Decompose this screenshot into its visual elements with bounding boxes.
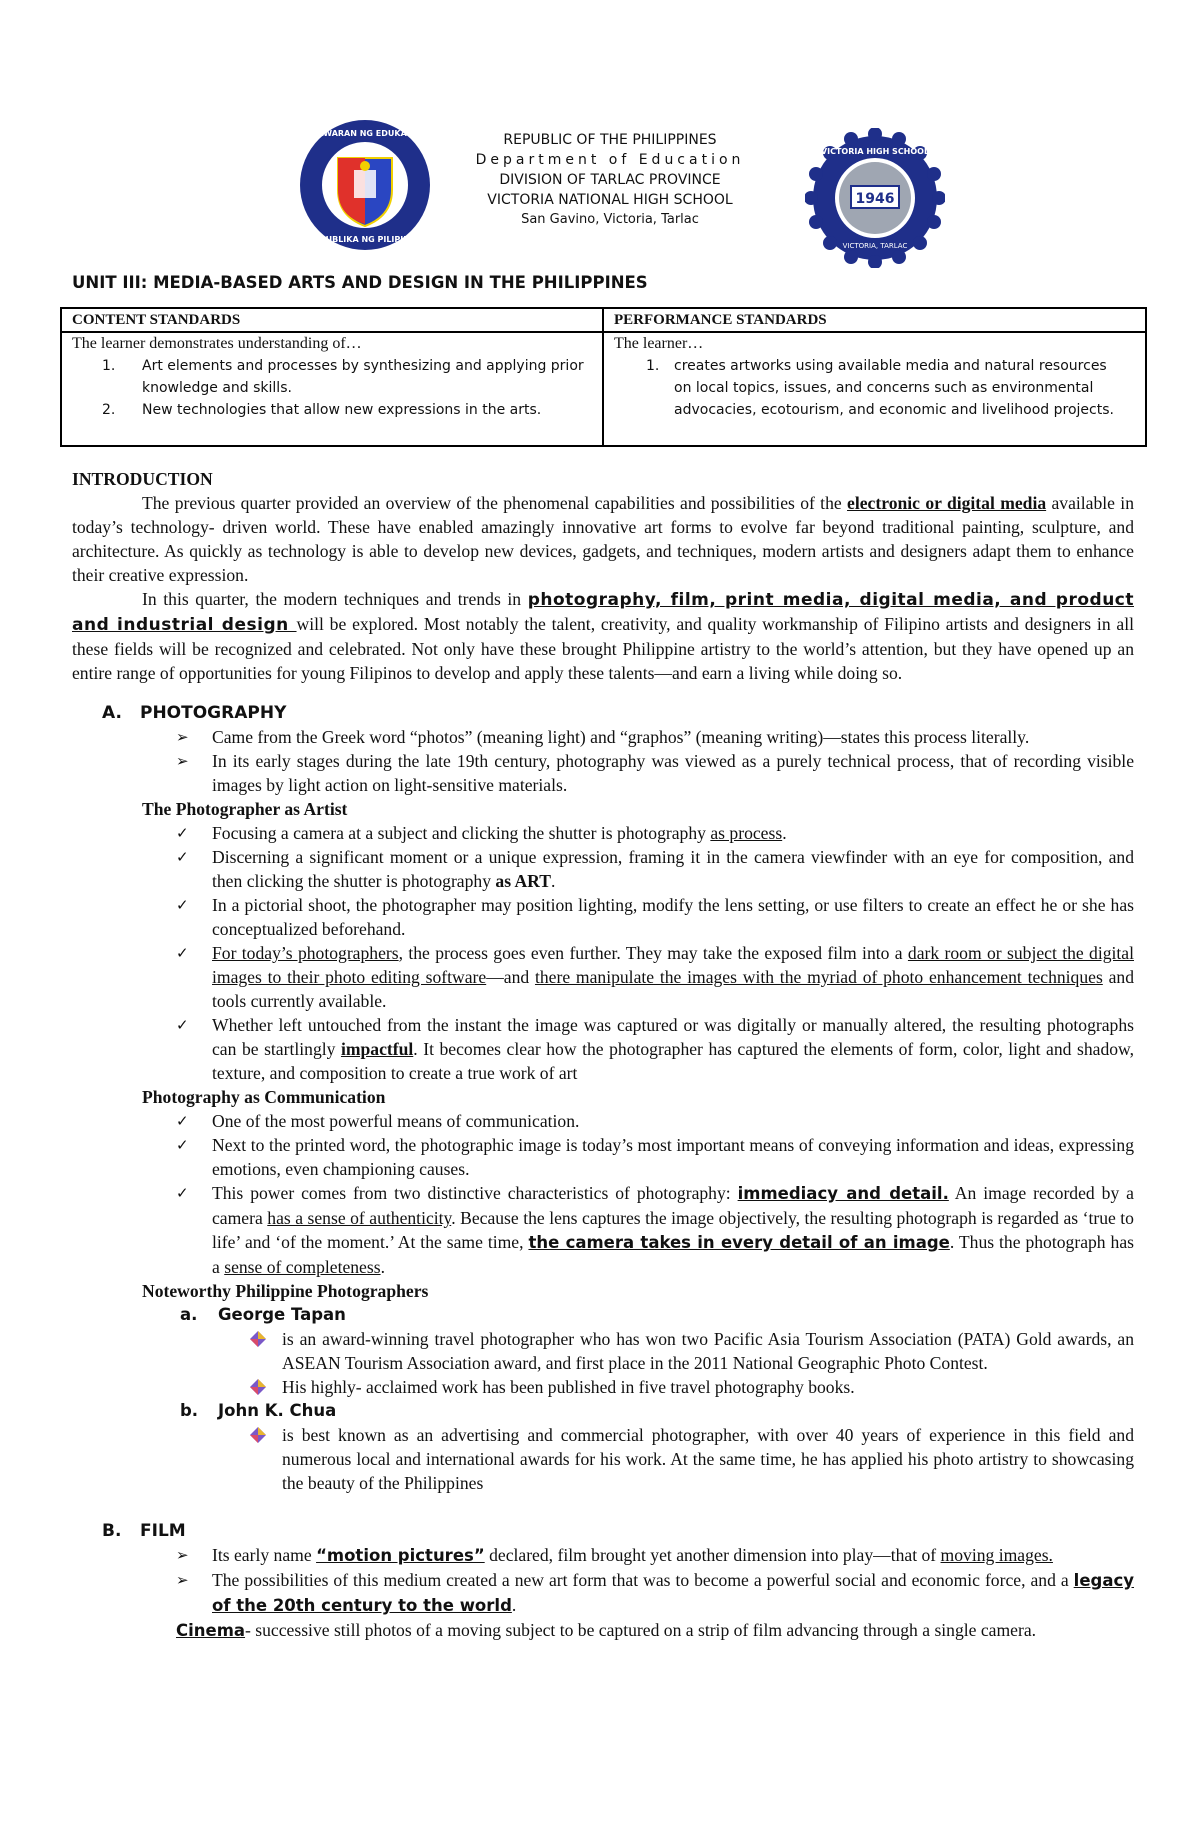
- standards-table: [60, 307, 1147, 447]
- header-school: VICTORIA NATIONAL HIGH SCHOOL: [487, 192, 733, 208]
- arrow-bullet-icon: ➢: [176, 728, 189, 746]
- list-item: [72, 893, 1134, 941]
- person-name: George Tapan: [218, 1305, 346, 1324]
- check-icon: ✓: [176, 848, 189, 866]
- text-run: . It becomes clear how the photographer has captured the elements of form, color, light and shadow, texture, and composition to create a true work of art: [212, 1039, 1134, 1083]
- content-standards-list: [62, 355, 602, 421]
- text-run: will be explored. Most notably the talent, creativity, and quality workmanship of Filipino artists and designers in all these fields will be recognized and celebrated. Not only have these brought Philippine artistry to the world’s attention, but they have opened up an entire range of opportunities for young Filipinos to develop and apply these talents—and earn a living while doing so.: [72, 614, 1134, 683]
- list-item: [72, 1423, 1134, 1495]
- check-icon: ✓: [176, 824, 189, 842]
- text-run: declared, film brought yet another dimension into play—that of: [484, 1545, 941, 1565]
- check-icon: ✓: [176, 896, 189, 914]
- emphasis-text: electronic or digital media: [847, 493, 1047, 513]
- check-icon: ✓: [176, 1016, 189, 1034]
- emphasis-text: immediacy and detail.: [737, 1184, 949, 1203]
- communication-list: [72, 1109, 1134, 1279]
- noteworthy-heading: Noteworthy Philippine Photographers: [142, 1281, 429, 1301]
- list-item: [72, 1013, 1134, 1085]
- document-body: [72, 467, 1134, 1643]
- artist-list: [72, 821, 1134, 1085]
- performance-standards-heading: PERFORMANCE STANDARDS: [604, 309, 1145, 333]
- underlined-text: there manipulate the images with the myriad of photo enhancement techniques: [534, 967, 1103, 987]
- text-run: .: [551, 871, 556, 891]
- list-item: [72, 941, 1134, 1013]
- list-item: [604, 355, 1145, 421]
- definition-text: - successive still photos of a moving subject to be captured on a strip of film advancing through a single camera.: [245, 1620, 1037, 1640]
- item-text: Came from the Greek word “photos” (meaning light) and “graphos” (meaning writing)—states this process literally.: [212, 727, 1030, 747]
- underlined-text: For today’s photographers: [212, 943, 399, 963]
- list-item: [72, 725, 1134, 749]
- section-film-heading: [72, 1519, 1134, 1543]
- arrow-bullet-icon: ➢: [176, 752, 189, 770]
- text-run: —and: [486, 967, 535, 987]
- underlined-text: sense of completeness: [224, 1257, 381, 1277]
- emphasis-text: the camera takes in every detail of an image: [528, 1233, 950, 1252]
- section-photography-heading: [72, 701, 1134, 725]
- film-bullets: [72, 1543, 1134, 1618]
- content-standards-column: [62, 309, 604, 445]
- arrow-bullet-icon: ➢: [176, 1571, 189, 1589]
- header-division: DIVISION OF TARLAC PROVINCE: [499, 172, 721, 188]
- intro-paragraph-1: [72, 491, 1134, 587]
- section-title: PHOTOGRAPHY: [140, 703, 287, 723]
- item-number: 1.: [102, 358, 116, 374]
- item-text: His highly- acclaimed work has been published in five travel photography books.: [282, 1377, 855, 1397]
- text-run: . Because the lens captures the image objectively, the resulting photograph is regarded as ‘true to life’ and ‘of the moment.’ At the same time,: [212, 1208, 1134, 1252]
- arrow-bullet-icon: ➢: [176, 1546, 189, 1564]
- list-item: [72, 1181, 1134, 1279]
- school-seal-icon: [805, 128, 945, 268]
- school-seal-year: 1946: [855, 191, 895, 207]
- text-run: and tools currently available.: [212, 967, 1134, 1011]
- person-details: [72, 1423, 1134, 1495]
- deped-seal-top-text: KAGAWARAN NG EDUKASYON: [298, 129, 432, 138]
- text-run: .: [380, 1257, 385, 1277]
- underlined-text: as process: [710, 823, 783, 843]
- list-item: [62, 399, 602, 421]
- performance-standards-lead: The learner…: [614, 335, 704, 352]
- person-letter: b.: [180, 1401, 199, 1420]
- performance-standards-column: [604, 309, 1145, 445]
- underlined-text: moving images.: [940, 1545, 1053, 1565]
- text-run: Discerning a significant moment or a unique expression, framing it in the camera viewfinder with an eye for composition, and then clicking the shutter is photography: [212, 847, 1134, 891]
- deped-seal-bottom-text: REPUBLIKA NG PILIPINAS: [308, 235, 422, 244]
- person-heading: [72, 1303, 1134, 1327]
- item-number: 1.: [646, 358, 660, 374]
- emphasis-text: “motion pictures”: [316, 1546, 485, 1565]
- text-run: .: [511, 1595, 517, 1615]
- text-run: This power comes from two distinctive characteristics of photography:: [212, 1183, 738, 1203]
- text-run: . Thus the photograph has a: [212, 1232, 1134, 1277]
- text-run: In this quarter, the modern techniques and trends in: [142, 589, 528, 609]
- emphasis-text: impactful: [340, 1039, 414, 1059]
- header-department: Department of Education: [475, 152, 745, 168]
- section-title: FILM: [140, 1521, 186, 1541]
- term-text: Cinema: [176, 1621, 246, 1640]
- section-letter: B.: [102, 1521, 122, 1541]
- text-run: Focusing a camera at a subject and clicking the shutter is photography: [212, 823, 711, 843]
- list-item: [72, 1568, 1134, 1618]
- school-header: [400, 130, 820, 230]
- text-run: The possibilities of this medium created a new art form that was to become a powerful social and economic force, and a: [212, 1570, 1074, 1590]
- text-run: Whether left untouched from the instant the image was captured or was digitally or manually altered, the resulting photographs can be startlingly: [212, 1015, 1134, 1059]
- item-text: is best known as an advertising and commercial photographer, with over 40 years of experience in this field and numerous local and international awards for his work. At the same time, he has applied his photo artistry to showcasing the beauty of the Philippines: [282, 1425, 1134, 1493]
- text-run: An image recorded by a camera: [212, 1183, 1134, 1228]
- diamond-bullet-icon: [250, 1427, 266, 1443]
- artist-heading: The Photographer as Artist: [142, 799, 348, 819]
- item-text: creates artworks using available media and natural resources on local topics, issues, and concerns such as environmental advocacies, ecotourism, and economic and livelihood projects.: [674, 358, 1114, 418]
- text-run: The previous quarter provided an overview of the phenomenal capabilities and possibilities of the: [142, 493, 848, 513]
- list-item: [72, 845, 1134, 893]
- underlined-text: dark room or subject the digital images to their photo editing software: [212, 943, 1134, 987]
- school-seal-ring-text: VICTORIA HIGH SCHOOL: [820, 147, 930, 156]
- list-item: [72, 1327, 1134, 1375]
- school-seal-bottom-text: VICTORIA, TARLAC: [842, 242, 908, 250]
- item-text: One of the most powerful means of communication.: [212, 1111, 580, 1131]
- person-details: [72, 1327, 1134, 1399]
- header-address: San Gavino, Victoria, Tarlac: [521, 212, 699, 227]
- person-heading: [72, 1399, 1134, 1423]
- person-name: John K. Chua: [218, 1401, 337, 1420]
- check-icon: ✓: [176, 944, 189, 962]
- list-item: [72, 1375, 1134, 1399]
- diamond-bullet-icon: [250, 1331, 266, 1347]
- text-run: .: [782, 823, 787, 843]
- section-letter: A.: [102, 703, 122, 723]
- diamond-bullet-icon: [250, 1379, 266, 1395]
- intro-paragraph-2: [72, 587, 1134, 685]
- list-item: [72, 1133, 1134, 1181]
- list-item: [72, 821, 1134, 845]
- item-text: In a pictorial shoot, the photographer may position lighting, modify the lens setting, or use filters to create an effect he or she has conceptualized beforehand.: [212, 895, 1134, 939]
- content-standards-heading: CONTENT STANDARDS: [62, 309, 602, 333]
- text-run: available in today’s technology- driven world. These have enabled amazingly innovative art forms to evolve far beyond traditional painting, sculpture, and architecture. As quickly as technology is able to develop new devices, gadgets, and techniques, modern artists and designers adapt them to enhance their creative expression.: [72, 493, 1134, 585]
- check-icon: ✓: [176, 1112, 189, 1130]
- cinema-definition: [72, 1618, 1134, 1643]
- photography-bullets: [72, 725, 1134, 797]
- communication-heading: Photography as Communication: [142, 1087, 386, 1107]
- text-run: Its early name: [212, 1545, 317, 1565]
- emphasis-text: photography, film, print media, digital media, and product and industrial design: [72, 590, 1134, 635]
- header-republic: REPUBLIC OF THE PHILIPPINES: [503, 132, 717, 148]
- item-text: is an award-winning travel photographer who has won two Pacific Asia Tourism Association (PATA) Gold awards, an ASEAN Tourism Association award, and first place in the 2011 National Geographic Photo Contest.: [282, 1329, 1134, 1373]
- item-text: Art elements and processes by synthesizing and applying prior knowledge and skills.: [142, 358, 584, 396]
- unit-title: UNIT III: MEDIA-BASED ARTS AND DESIGN IN THE PHILIPPINES: [72, 273, 648, 292]
- list-item: [72, 1543, 1134, 1568]
- item-number: 2.: [102, 402, 116, 418]
- underlined-text: has a sense of authenticity: [267, 1208, 452, 1228]
- check-icon: ✓: [176, 1184, 189, 1202]
- list-item: [62, 355, 602, 399]
- item-text: Next to the printed word, the photographic image is today’s most important means of conveying information and ideas, expressing emotions, even championing causes.: [212, 1135, 1134, 1179]
- person-letter: a.: [180, 1305, 198, 1324]
- list-item: [72, 1109, 1134, 1133]
- performance-standards-list: [604, 355, 1145, 421]
- item-text: In its early stages during the late 19th century, photography was viewed as a purely technical process, that of recording visible images by light action on light-sensitive materials.: [212, 751, 1134, 795]
- check-icon: ✓: [176, 1136, 189, 1154]
- list-item: [72, 749, 1134, 797]
- text-run: , the process goes even further. They may take the exposed film into a: [398, 943, 908, 963]
- content-standards-lead: The learner demonstrates understanding of…: [72, 335, 362, 352]
- bold-text: as ART: [495, 871, 552, 891]
- item-text: New technologies that allow new expressions in the arts.: [142, 402, 542, 418]
- emphasis-text: legacy of the 20th century to the world: [212, 1571, 1134, 1615]
- intro-heading: INTRODUCTION: [72, 469, 213, 489]
